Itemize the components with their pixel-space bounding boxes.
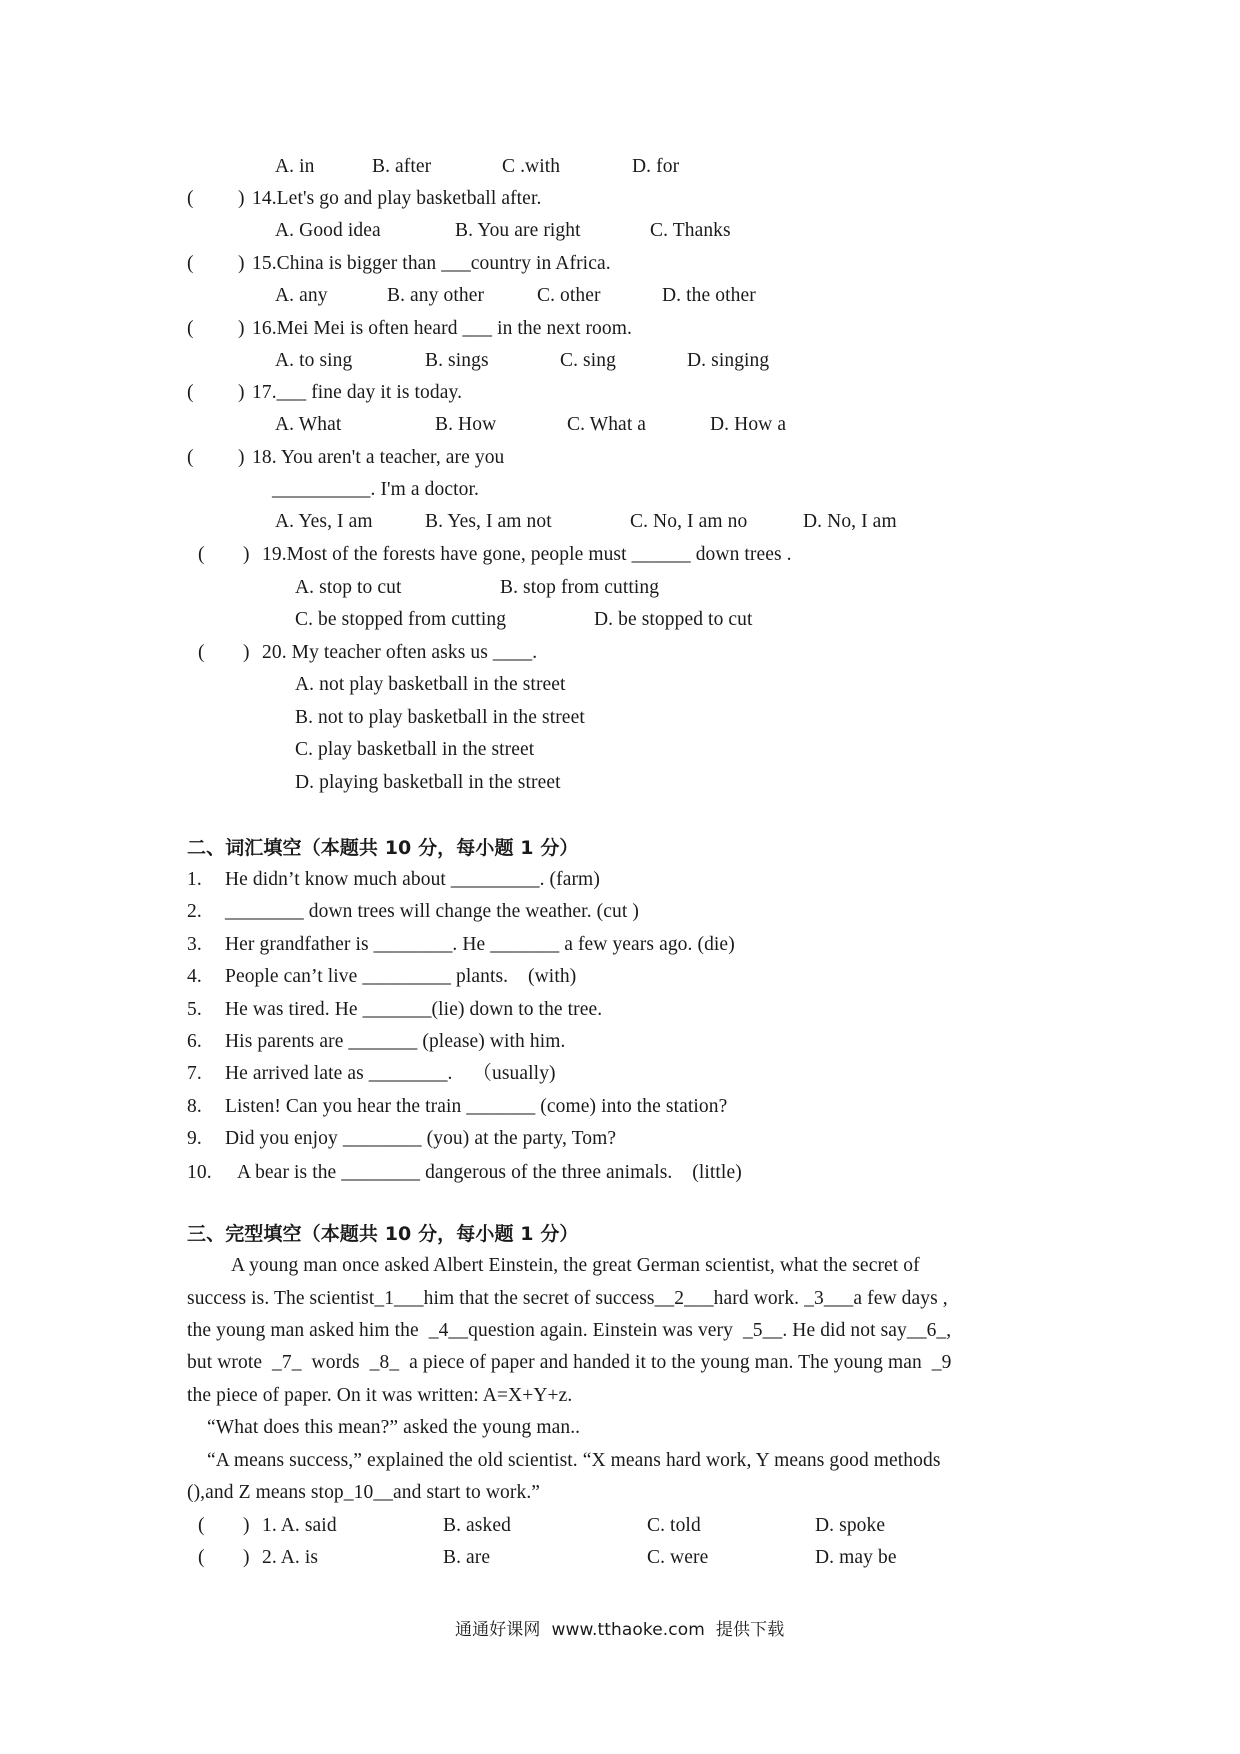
q16-option-b: B. sings bbox=[425, 350, 489, 371]
cloze-q2-option-c: C. were bbox=[647, 1547, 709, 1568]
answer-paren-close: ) bbox=[243, 1515, 250, 1536]
vocab-item: He was tired. He _______(lie) down to the tree. bbox=[225, 999, 603, 1020]
answer-paren-close: ) bbox=[243, 544, 250, 565]
answer-paren-close: ) bbox=[238, 318, 245, 339]
q18-option-a: A. Yes, I am bbox=[275, 511, 373, 532]
vocab-item: Listen! Can you hear the train _______ (come) into the station? bbox=[225, 1096, 728, 1117]
vocab-item-number: 10. bbox=[187, 1162, 212, 1183]
cloze-q2-option-a: 2. A. is bbox=[262, 1547, 319, 1568]
q13-option-d: D. for bbox=[632, 156, 680, 177]
passage-line: but wrote _7_ words _8_ a piece of paper and handed it to the young man. The young man _9 bbox=[187, 1352, 952, 1373]
passage-line: the young man asked him the _4__question again. Einstein was very _5__. He did not say__6_, bbox=[187, 1320, 952, 1341]
q14-option-a: A. Good idea bbox=[275, 220, 381, 241]
cloze-q2-option-b: B. are bbox=[443, 1547, 491, 1568]
answer-paren-close: ) bbox=[238, 447, 245, 468]
cloze-q1-option-d: D. spoke bbox=[815, 1515, 886, 1536]
vocab-item: He arrived late as ________. （usually) bbox=[225, 1063, 556, 1084]
q15-option-b: B. any other bbox=[387, 285, 485, 306]
vocab-item-number: 8. bbox=[187, 1096, 202, 1117]
question-18-response: __________. I'm a doctor. bbox=[272, 479, 479, 500]
vocab-item-number: 6. bbox=[187, 1031, 202, 1052]
q13-option-c: C .with bbox=[502, 156, 561, 177]
answer-paren-close: ) bbox=[243, 642, 250, 663]
answer-paren-open: ( bbox=[198, 642, 205, 663]
cloze-q1-option-b: B. asked bbox=[443, 1515, 511, 1536]
q20-option-c: C. play basketball in the street bbox=[295, 739, 535, 760]
question-15: 15.China is bigger than ___country in Africa. bbox=[252, 253, 611, 274]
vocab-item-number: 5. bbox=[187, 999, 202, 1020]
vocab-item: His parents are _______ (please) with him. bbox=[225, 1031, 566, 1052]
q17-option-d: D. How a bbox=[710, 414, 787, 435]
passage-line: A young man once asked Albert Einstein, the great German scientist, what the secret of bbox=[231, 1255, 920, 1276]
question-19: 19.Most of the forests have gone, people must ______ down trees . bbox=[262, 544, 792, 565]
cloze-q1-option-c: C. told bbox=[647, 1515, 701, 1536]
section-2-heading: 二、词汇填空（本题共 10 分，每小题 1 分） bbox=[187, 837, 579, 859]
vocab-item-number: 7. bbox=[187, 1063, 202, 1084]
answer-paren-close: ) bbox=[238, 253, 245, 274]
answer-paren-open: ( bbox=[187, 188, 194, 209]
q15-option-d: D. the other bbox=[662, 285, 756, 306]
q16-option-a: A. to sing bbox=[275, 350, 353, 371]
answer-paren-open: ( bbox=[187, 447, 194, 468]
q13-option-b: B. after bbox=[372, 156, 432, 177]
question-16: 16.Mei Mei is often heard ___ in the next room. bbox=[252, 318, 632, 339]
answer-paren-open: ( bbox=[187, 318, 194, 339]
cloze-q2-option-d: D. may be bbox=[815, 1547, 897, 1568]
question-14: 14.Let's go and play basketball after. bbox=[252, 188, 542, 209]
vocab-item-number: 4. bbox=[187, 966, 202, 987]
answer-paren-close: ) bbox=[238, 382, 245, 403]
q14-option-c: C. Thanks bbox=[650, 220, 731, 241]
q18-option-b: B. Yes, I am not bbox=[425, 511, 552, 532]
vocab-item-number: 3. bbox=[187, 934, 202, 955]
q16-option-c: C. sing bbox=[560, 350, 616, 371]
question-20: 20. My teacher often asks us ____. bbox=[262, 642, 538, 663]
q19-option-a: A. stop to cut bbox=[295, 577, 402, 598]
q20-option-a: A. not play basketball in the street bbox=[295, 674, 566, 695]
passage-line: success is. The scientist_1___him that the secret of success__2___hard work. _3___a few days , bbox=[187, 1288, 948, 1309]
q19-option-c: C. be stopped from cutting bbox=[295, 609, 507, 630]
vocab-item: Her grandfather is ________. He _______ a few years ago. (die) bbox=[225, 934, 735, 955]
q18-option-d: D. No, I am bbox=[803, 511, 897, 532]
vocab-item: ________ down trees will change the weather. (cut ) bbox=[225, 901, 639, 922]
vocab-item-number: 1. bbox=[187, 869, 202, 890]
vocab-item: A bear is the ________ dangerous of the three animals. (little) bbox=[237, 1162, 742, 1183]
passage-line: (),and Z means stop_10__and start to work.” bbox=[187, 1482, 541, 1503]
vocab-item: He didn’t know much about _________. (farm) bbox=[225, 869, 600, 890]
section-3-heading: 三、完型填空（本题共 10 分，每小题 1 分） bbox=[187, 1223, 579, 1245]
answer-paren-open: ( bbox=[198, 544, 205, 565]
passage-line: “What does this mean?” asked the young man.. bbox=[207, 1417, 581, 1438]
q14-option-b: B. You are right bbox=[455, 220, 581, 241]
q16-option-d: D. singing bbox=[687, 350, 770, 371]
vocab-item-number: 9. bbox=[187, 1128, 202, 1149]
q18-option-c: C. No, I am no bbox=[630, 511, 748, 532]
vocab-item: Did you enjoy ________ (you) at the party, Tom? bbox=[225, 1128, 617, 1149]
footer-text: 通通好课网 www.tthaoke.com 提供下载 bbox=[455, 1620, 785, 1640]
q15-option-a: A. any bbox=[275, 285, 328, 306]
q19-option-d: D. be stopped to cut bbox=[594, 609, 753, 630]
question-18: 18. You aren't a teacher, are you bbox=[252, 447, 505, 468]
answer-paren-open: ( bbox=[198, 1515, 205, 1536]
passage-line: “A means success,” explained the old scientist. “X means hard work, Y means good methods bbox=[207, 1450, 941, 1471]
answer-paren-open: ( bbox=[187, 253, 194, 274]
q15-option-c: C. other bbox=[537, 285, 601, 306]
question-17: 17.___ fine day it is today. bbox=[252, 382, 463, 403]
cloze-q1-option-a: 1. A. said bbox=[262, 1515, 337, 1536]
q20-option-d: D. playing basketball in the street bbox=[295, 772, 561, 793]
q20-option-b: B. not to play basketball in the street bbox=[295, 707, 585, 728]
q17-option-a: A. What bbox=[275, 414, 342, 435]
answer-paren-open: ( bbox=[198, 1547, 205, 1568]
vocab-item: People can’t live _________ plants. (with) bbox=[225, 966, 577, 987]
q19-option-b: B. stop from cutting bbox=[500, 577, 660, 598]
q17-option-b: B. How bbox=[435, 414, 497, 435]
vocab-item-number: 2. bbox=[187, 901, 202, 922]
q17-option-c: C. What a bbox=[567, 414, 647, 435]
passage-line: the piece of paper. On it was written: A=X+Y+z. bbox=[187, 1385, 573, 1406]
q13-option-a: A. in bbox=[275, 156, 315, 177]
answer-paren-close: ) bbox=[238, 188, 245, 209]
answer-paren-close: ) bbox=[243, 1547, 250, 1568]
answer-paren-open: ( bbox=[187, 382, 194, 403]
